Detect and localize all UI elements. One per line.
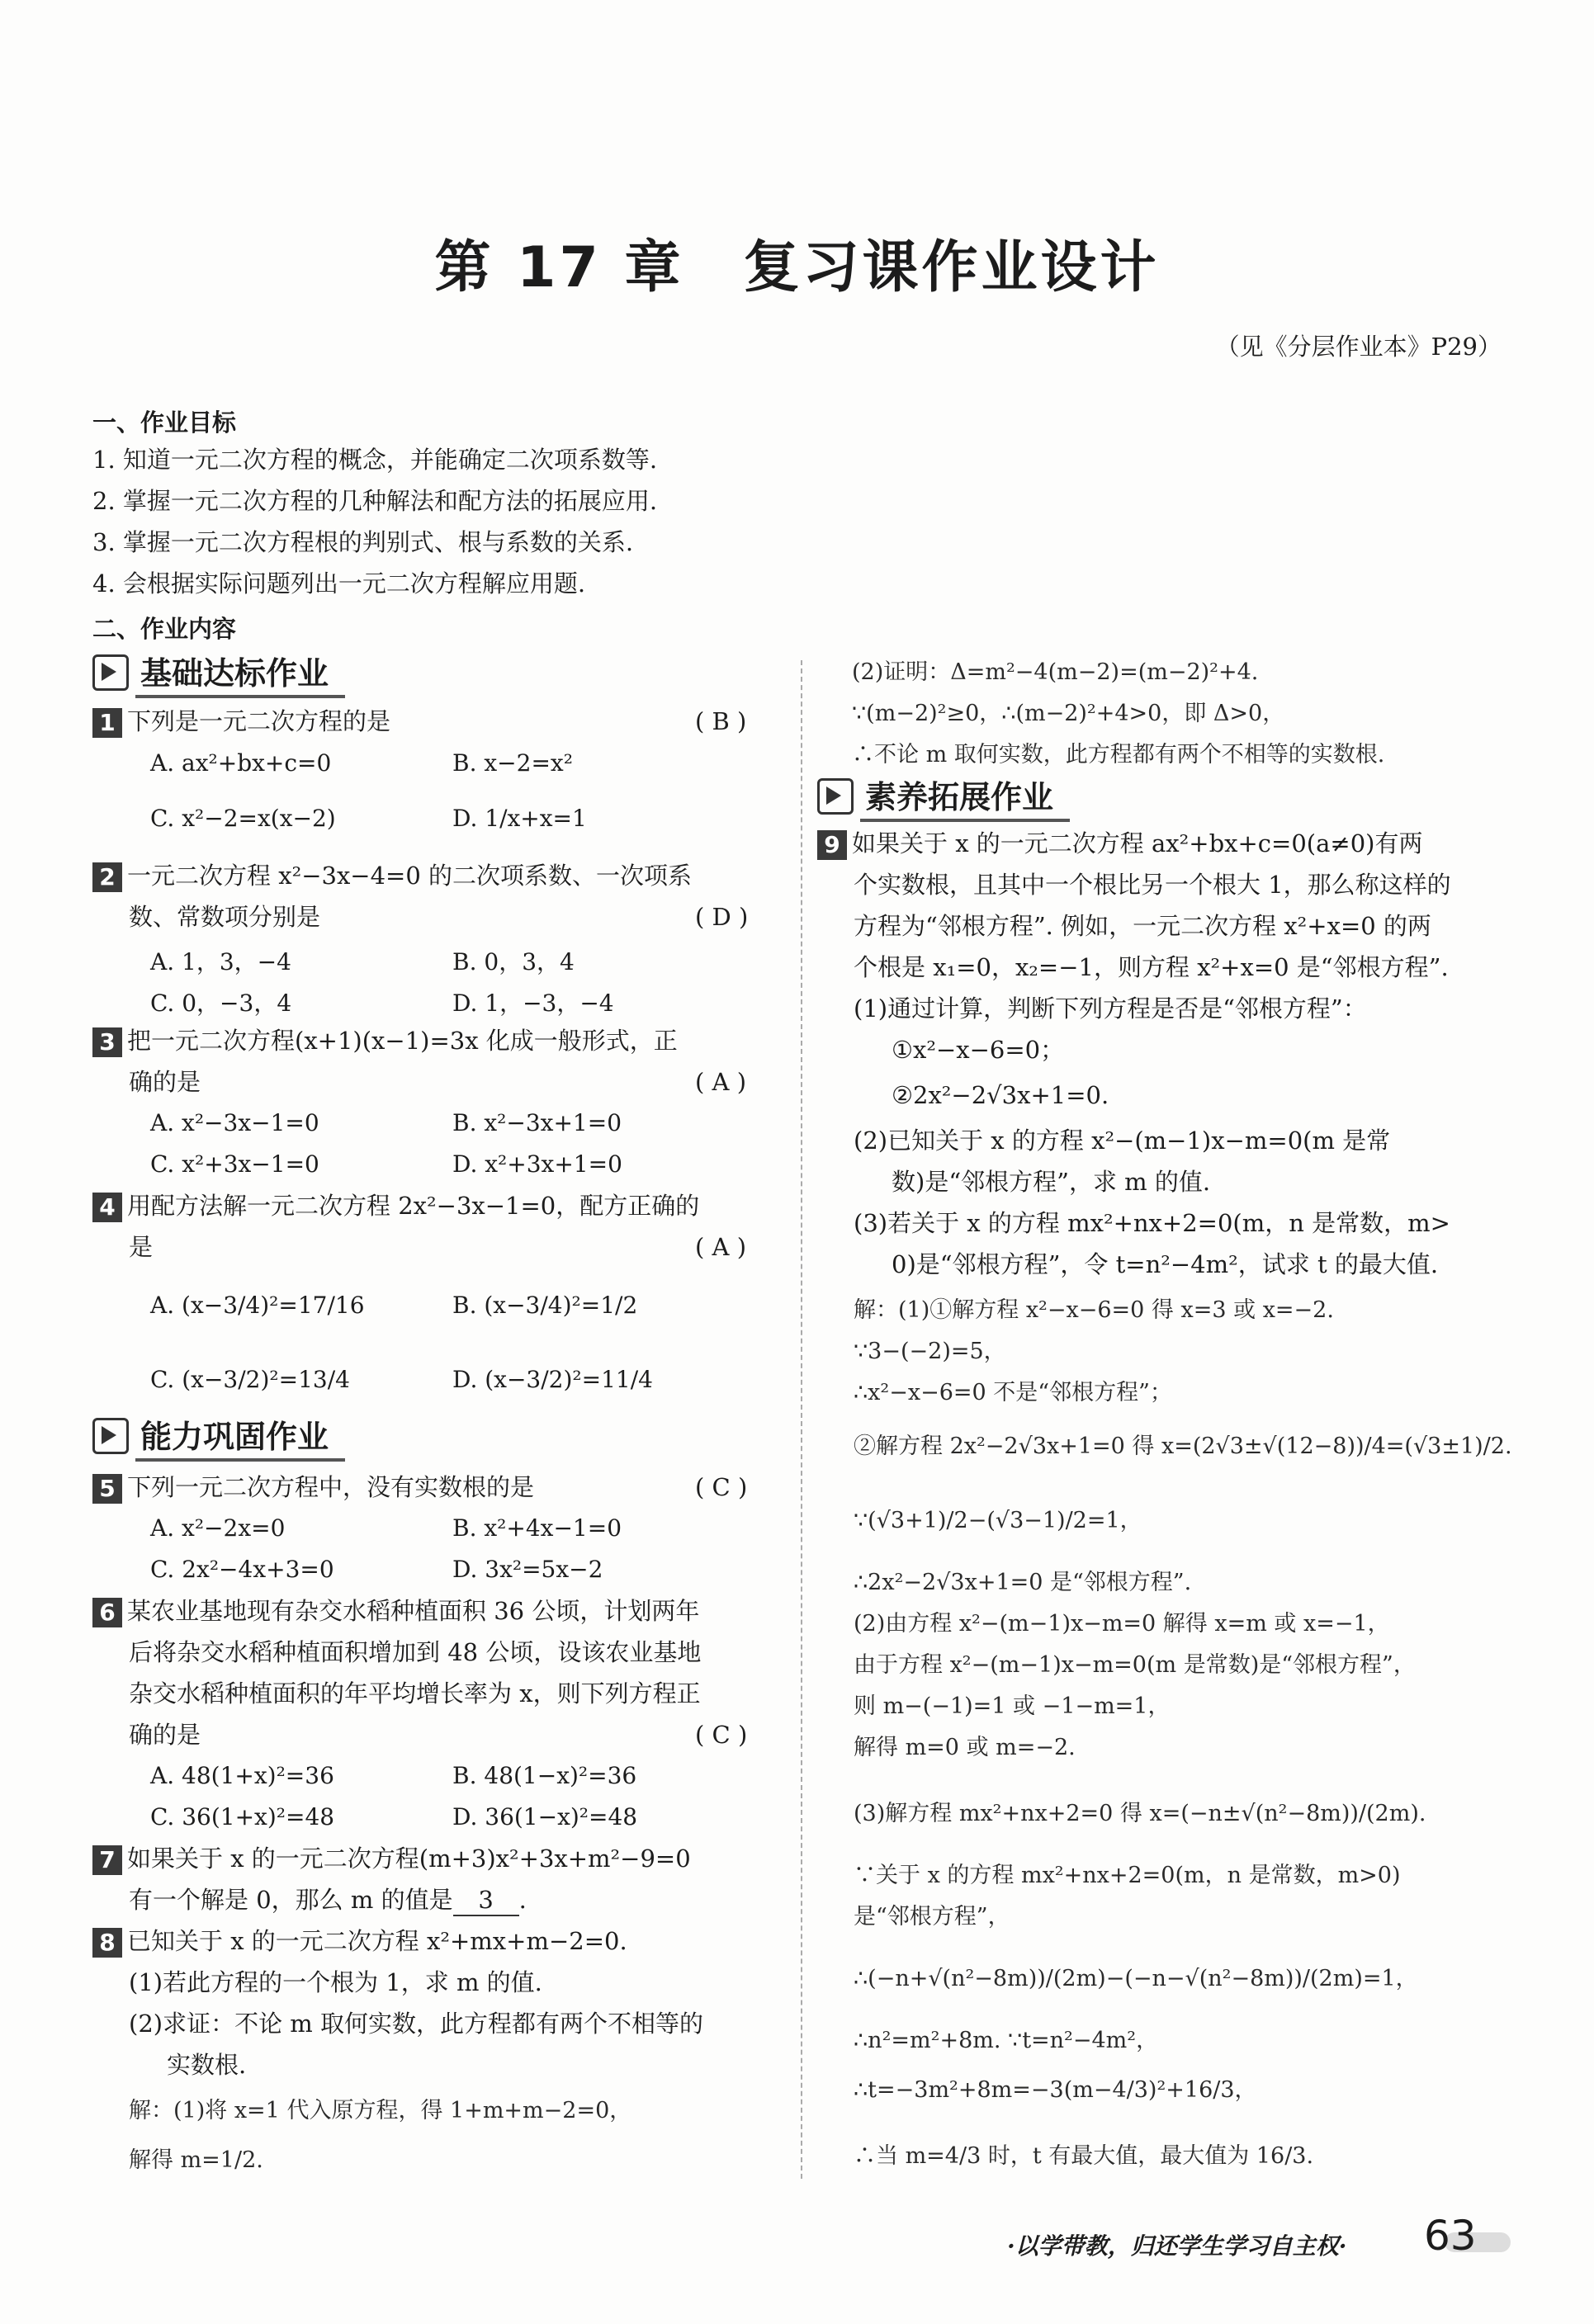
solution-line: ∵关于 x 的方程 mx²+nx+2=0(m，n 是常数，m>0) xyxy=(854,1863,1401,1888)
solution-line: ∴n²=m²+8m. ∵t=n²−4m²， xyxy=(854,2028,1159,2053)
option: C. x²−2=x(x−2) xyxy=(150,805,336,832)
question-number: 1 xyxy=(92,708,122,738)
banner-ability xyxy=(92,1415,345,1457)
option: C. 0，−3，4 xyxy=(150,990,292,1017)
banner-extension xyxy=(817,776,1070,817)
solution-line: 解：(1)①解方程 x²−x−6=0 得 x=3 或 x=−2. xyxy=(854,1297,1334,1323)
solution-line: 解得 m=0 或 m=−2. xyxy=(854,1735,1076,1760)
option: B. 48(1−x)²=36 xyxy=(452,1762,637,1789)
question-stem: 下列是一元二次方程的是 xyxy=(127,707,391,735)
solution-line: ∵(√3+1)/2−(√3−1)/2=1， xyxy=(854,1508,1142,1533)
question-stem: 如果关于 x 的一元二次方程 ax²+bx+c=0(a≠0)有两 xyxy=(852,829,1423,857)
question-part: ①x²−x−6=0； xyxy=(892,1036,1065,1064)
question-stem: 杂交水稻种植面积的年平均增长率为 x，则下列方程正 xyxy=(129,1679,701,1708)
option: D. (x−3/2)²=11/4 xyxy=(452,1366,653,1393)
option: D. 36(1−x)²=48 xyxy=(452,1803,638,1830)
question-stem: 一元二次方程 x²−3x−4=0 的二次项系数、一次项系 xyxy=(127,862,693,890)
reference-note: （见《分层作业本》P29） xyxy=(1215,333,1502,361)
question-stem: 用配方法解一元二次方程 2x²−3x−1=0，配方正确的 xyxy=(127,1192,700,1220)
answer-q4: ( A ) xyxy=(695,1233,747,1261)
solution-line: ∴t=−3m²+8m=−3(m−4/3)²+16/3， xyxy=(854,2077,1257,2103)
solution-line: ∴2x²−2√3x+1=0 是“邻根方程”. xyxy=(854,1570,1192,1595)
question-part: (1)通过计算，判断下列方程是否是“邻根方程”： xyxy=(854,994,1367,1023)
solution-line: (3)解方程 mx²+nx+2=0 得 x=(−n±√(n²−8m))/(2m). xyxy=(854,1801,1426,1826)
question-6 xyxy=(92,1597,699,1627)
option: D. 1/x+x=1 xyxy=(452,805,587,832)
banner-extension-label: 素养拓展作业 xyxy=(860,772,1070,822)
question-8 xyxy=(92,1927,627,1958)
solution-line: ∵(m−2)²≥0，∴(m−2)²+4>0，即 Δ>0， xyxy=(852,701,1285,726)
question-number: 2 xyxy=(92,862,122,892)
option: C. 36(1+x)²=48 xyxy=(150,1803,335,1830)
option: B. x²+4x−1=0 xyxy=(452,1514,622,1542)
question-1 xyxy=(92,707,390,738)
footer-slogan: ·以学带教，归还学生学习自主权· xyxy=(1007,2232,1347,2260)
option: C. (x−3/2)²=13/4 xyxy=(150,1366,350,1393)
question-part: (1)若此方程的一个根为 1，求 m 的值. xyxy=(129,1968,542,1996)
arrow-icon xyxy=(817,778,854,815)
answer-q6: ( C ) xyxy=(695,1721,748,1749)
question-part: (2)求证：不论 m 取何实数，此方程都有两个不相等的 xyxy=(129,2010,704,2038)
question-5 xyxy=(92,1473,534,1504)
question-number: 4 xyxy=(92,1193,122,1222)
question-stem: 把一元二次方程(x+1)(x−1)=3x 化成一般形式，正 xyxy=(127,1027,678,1055)
question-number: 8 xyxy=(92,1928,122,1958)
question-number: 9 xyxy=(817,830,847,860)
question-7 xyxy=(92,1845,691,1875)
answer-q2: ( D ) xyxy=(695,903,749,931)
goals-heading: 一、作业目标 xyxy=(92,409,237,437)
option: B. 0，3，4 xyxy=(452,948,575,975)
solution-line: 解：(1)将 x=1 代入原方程，得 1+m+m−2=0， xyxy=(129,2098,632,2123)
solution-line: ②解方程 2x²−2√3x+1=0 得 x=(2√3±√(12−8))/4=(√3±1)/2. xyxy=(854,1434,1512,1459)
arrow-icon xyxy=(92,654,129,691)
option: D. 3x²=5x−2 xyxy=(452,1556,603,1583)
option: A. 48(1+x)²=36 xyxy=(150,1762,334,1789)
question-part: 实数根. xyxy=(167,2051,247,2079)
question-part: (2)已知关于 x 的方程 x²−(m−1)x−m=0(m 是常 xyxy=(854,1127,1391,1155)
arrow-icon xyxy=(92,1418,129,1454)
option: A. x²−3x−1=0 xyxy=(150,1109,319,1136)
solution-line: 是“邻根方程”， xyxy=(854,1904,1010,1930)
banner-basic xyxy=(92,652,345,693)
question-part: ②2x²−2√3x+1=0. xyxy=(892,1081,1109,1109)
solution-line: ∵3−(−2)=5， xyxy=(854,1339,1006,1364)
question-number: 7 xyxy=(92,1845,122,1875)
solution-line: (2)证明：Δ=m²−4(m−2)=(m−2)²+4. xyxy=(852,659,1259,685)
option: D. 1，−3，−4 xyxy=(452,990,614,1017)
option: B. (x−3/4)²=1/2 xyxy=(452,1292,638,1319)
option: A. 1，3，−4 xyxy=(150,948,291,975)
option: A. ax²+bx+c=0 xyxy=(150,749,332,777)
answer-blank: 3 xyxy=(453,1886,519,1916)
option: A. (x−3/4)²=17/16 xyxy=(150,1292,365,1319)
solution-line: 由于方程 x²−(m−1)x−m=0(m 是常数)是“邻根方程”， xyxy=(854,1652,1416,1678)
question-stem: 确的是 xyxy=(129,1068,201,1096)
question-9 xyxy=(817,829,1422,860)
solution-line: ∴(−n+√(n²−8m))/(2m)−(−n−√(n²−8m))/(2m)=1， xyxy=(854,1966,1418,1991)
solution-line: ∴当 m=4/3 时，t 有最大值，最大值为 16/3. xyxy=(854,2143,1314,2169)
banner-ability-label: 能力巩固作业 xyxy=(135,1411,345,1462)
question-number: 5 xyxy=(92,1474,122,1504)
solution-line: 解得 m=1/2. xyxy=(129,2147,263,2173)
page-number: 63 xyxy=(1424,2212,1477,2260)
goal-item: 2. 掌握一元二次方程的几种解法和配方法的拓展应用. xyxy=(92,487,658,515)
question-stem: 数、常数项分别是 xyxy=(129,903,321,931)
question-stem: 是 xyxy=(129,1233,154,1261)
question-part: 0)是“邻根方程”，令 t=n²−4m²，试求 t 的最大值. xyxy=(892,1250,1439,1278)
answer-q3: ( A ) xyxy=(695,1068,747,1096)
question-stem: 后将杂交水稻种植面积增加到 48 公顷，设该农业基地 xyxy=(129,1638,702,1666)
question-stem: 如果关于 x 的一元二次方程(m+3)x²+3x+m²−9=0 xyxy=(127,1845,691,1873)
question-stem-text: 有一个解是 0，那么 m 的值是 xyxy=(129,1886,453,1914)
question-2 xyxy=(92,862,692,892)
option: A. x²−2x=0 xyxy=(150,1514,286,1542)
question-stem: 确的是 xyxy=(129,1721,201,1749)
question-stem: 某农业基地现有杂交水稻种植面积 36 公顷，计划两年 xyxy=(127,1597,700,1625)
solution-line: 则 m−(−1)=1 或 −1−m=1， xyxy=(854,1693,1171,1719)
question-4 xyxy=(92,1192,699,1222)
page-title: 第 17 章 复习课作业设计 xyxy=(434,235,1160,300)
question-part: (3)若关于 x 的方程 mx²+nx+2=0(m，n 是常数，m> xyxy=(854,1209,1450,1237)
goal-item: 3. 掌握一元二次方程根的判别式、根与系数的关系. xyxy=(92,528,634,556)
question-number: 3 xyxy=(92,1027,122,1057)
answer-q1: ( B ) xyxy=(695,707,747,735)
column-divider xyxy=(801,660,802,2179)
option: C. 2x²−4x+3=0 xyxy=(150,1556,334,1583)
question-stem: 个根是 x₁=0，x₂=−1，则方程 x²+x=0 是“邻根方程”. xyxy=(854,953,1449,981)
question-3 xyxy=(92,1027,678,1057)
question-stem: 有一个解是 0，那么 m 的值是 3 . xyxy=(129,1886,527,1916)
question-stem: 方程为“邻根方程”. 例如，一元二次方程 x²+x=0 的两 xyxy=(854,912,1431,940)
content-heading: 二、作业内容 xyxy=(92,615,237,643)
question-number: 6 xyxy=(92,1598,122,1627)
banner-basic-label: 基础达标作业 xyxy=(135,648,345,698)
question-part: 数)是“邻根方程”，求 m 的值. xyxy=(892,1168,1211,1196)
option: D. x²+3x+1=0 xyxy=(452,1150,622,1178)
option: C. x²+3x−1=0 xyxy=(150,1150,319,1178)
option: B. x²−3x+1=0 xyxy=(452,1109,622,1136)
goal-item: 4. 会根据实际问题列出一元二次方程解应用题. xyxy=(92,569,586,598)
solution-line: ∴x²−x−6=0 不是“邻根方程”； xyxy=(854,1380,1172,1405)
option: B. x−2=x² xyxy=(452,749,573,777)
solution-line: ∴不论 m 取何实数，此方程都有两个不相等的实数根. xyxy=(852,742,1385,768)
solution-line: (2)由方程 x²−(m−1)x−m=0 解得 x=m 或 x=−1， xyxy=(854,1611,1390,1637)
question-stem: 个实数根，且其中一个根比另一个根大 1，那么称这样的 xyxy=(854,871,1451,899)
question-stem: 下列一元二次方程中，没有实数根的是 xyxy=(127,1473,535,1501)
goal-item: 1. 知道一元二次方程的概念，并能确定二次项系数等. xyxy=(92,446,658,474)
question-stem: 已知关于 x 的一元二次方程 x²+mx+m−2=0. xyxy=(127,1927,627,1955)
answer-q5: ( C ) xyxy=(695,1473,748,1501)
